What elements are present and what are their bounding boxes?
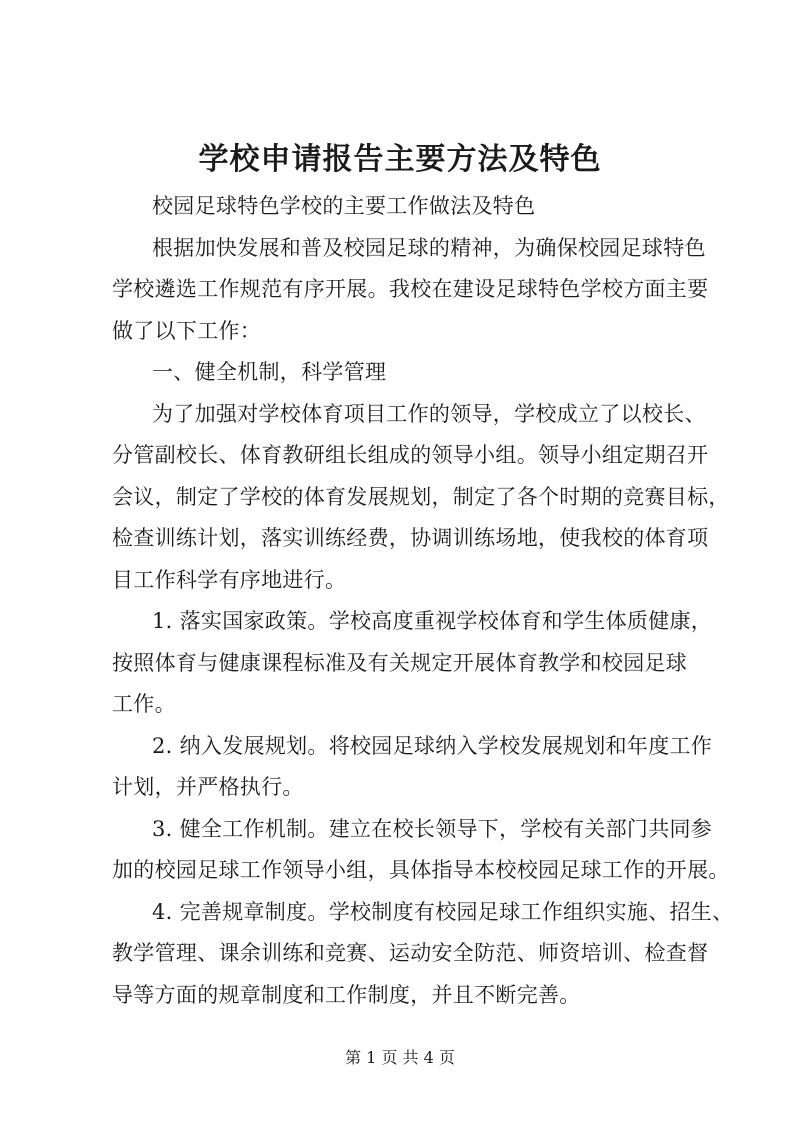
list-item-line: 按照体育与健康课程标准及有关规定开展体育教学和校园足球 <box>112 650 688 675</box>
paragraph-line: 学校遴选工作规范有序开展。我校在建设足球特色学校方面主要 <box>112 277 709 301</box>
list-item-line: 教学管理、课余训练和竞赛、运动安全防范、师资培训、检查督 <box>112 941 709 965</box>
list-item-line: 2. 纳入发展规划。将校园足球纳入学校发展规划和年度工作 <box>152 733 713 758</box>
list-item-line: 导等方面的规章制度和工作制度，并且不断完善。 <box>112 982 581 1007</box>
list-item-line: 3. 健全工作机制。建立在校长领导下，学校有关部门共同参 <box>152 816 713 841</box>
list-item-line: 1. 落实国家政策。学校高度重视学校体育和学生体质健康， <box>152 609 713 633</box>
paragraph-line: 根据加快发展和普及校园足球的精神，为确保校园足球特色 <box>152 235 706 260</box>
paragraph-line: 会议，制定了学校的体育发展规划，制定了各个时期的竞赛目标， <box>112 484 730 509</box>
list-item-line: 计划，并严格执行。 <box>112 775 304 799</box>
list-item-line: 4. 完善规章制度。学校制度有校园足球工作组织实施、招生、 <box>152 899 734 924</box>
list-item-line: 加的校园足球工作领导小组，具体指导本校校园足球工作的开展。 <box>112 858 730 882</box>
page-number: 第 1 页 共 4 页 <box>345 1048 455 1067</box>
paragraph-line: 检查训练计划，落实训练经费，协调训练场地，使我校的体育项 <box>112 526 709 550</box>
paragraph-line: 为了加强对学校体育项目工作的领导，学校成立了以校长、 <box>152 401 706 426</box>
paragraph-line: 目工作科学有序地进行。 <box>112 567 347 592</box>
paragraph-line: 做了以下工作： <box>112 318 262 343</box>
paragraph-line: 分管副校长、体育教研组长组成的领导小组。领导小组定期召开 <box>112 443 709 467</box>
section-heading: 一、健全机制，科学管理 <box>152 360 387 384</box>
list-item-line: 工作。 <box>112 692 176 716</box>
section-subtitle: 校园足球特色学校的主要工作做法及特色 <box>152 194 536 218</box>
document-title: 学校申请报告主要方法及特色 <box>198 142 602 177</box>
document-body <box>112 186 734 1016</box>
